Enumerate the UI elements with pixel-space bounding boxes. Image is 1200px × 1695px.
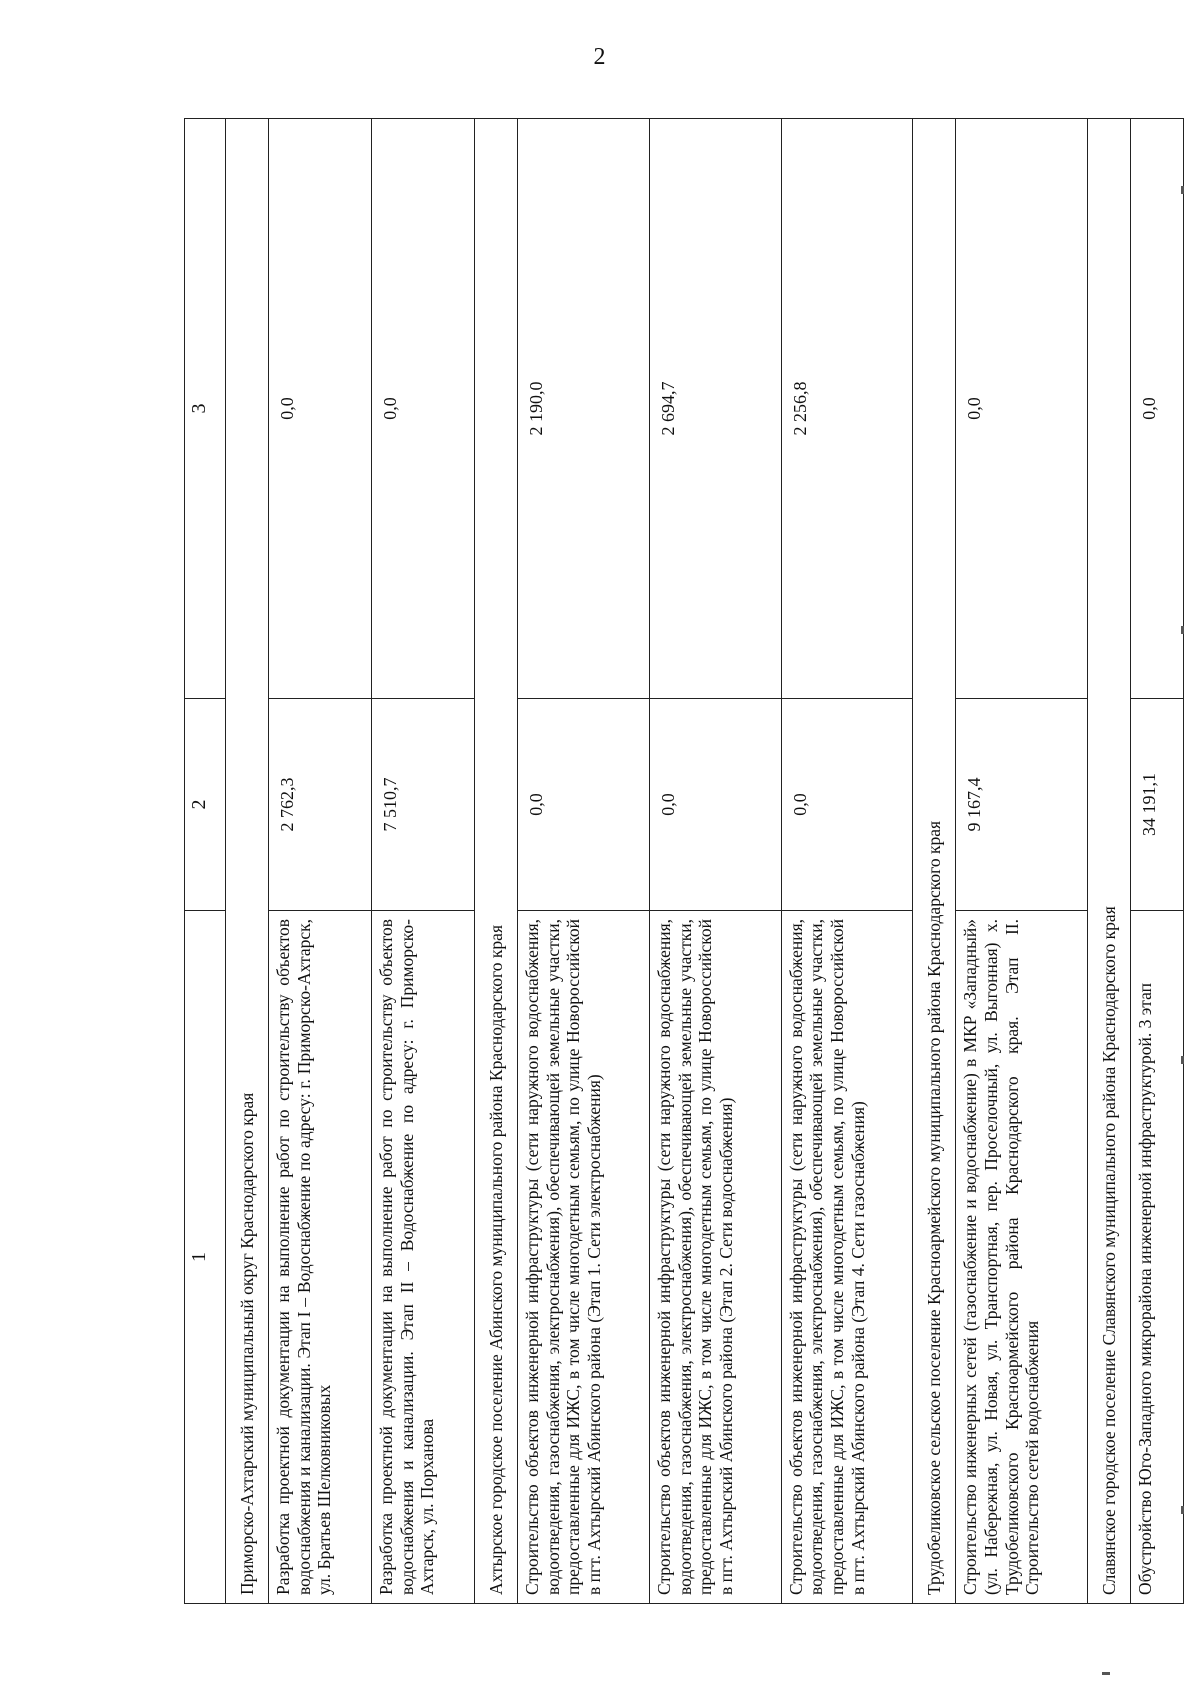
value-col3: 0,0 <box>269 119 372 699</box>
section-row <box>1088 119 1131 1604</box>
table-row <box>1131 119 1184 1604</box>
value-col2: 7 510,7 <box>372 699 475 911</box>
value-col3: 0,0 <box>372 119 475 699</box>
column-header-3: 3 <box>185 119 226 699</box>
section-row <box>475 119 518 1604</box>
value-col2: 0,0 <box>781 699 913 911</box>
scan-artifact <box>1181 626 1184 634</box>
table-row <box>518 119 650 1604</box>
table-header-row <box>185 119 226 1604</box>
section-title: Ахтырское городское поселение Абинского муниципального района Краснодарского края <box>475 119 518 1604</box>
funding-table <box>184 118 1184 1604</box>
value-col2: 9 167,4 <box>956 699 1088 911</box>
scan-artifact <box>1102 1672 1110 1675</box>
object-name: Разработка проектной документации на выполнение работ по строительству объектов водоснабжения и канализации. Этап I – Водоснабжение по адресу: г. Приморско-Ахтарск, ул. Братьев Шелковниковых <box>269 911 372 1604</box>
value-col2: 34 191,1 <box>1131 699 1184 911</box>
section-row <box>913 119 956 1604</box>
object-name: Строительство объектов инженерной инфраструктуры (сети наружного водоснабжения, водоотведения, газоснабжения, электроснабжения), обеспечивающей земельные участки, предоставленные для ИЖС, в том числе многодетным семьям, по улице Новороссийской в пгт. Ахтырский Абинского района (Этап 2. Сети водоснабжения) <box>649 911 781 1604</box>
table-row <box>781 119 913 1604</box>
section-title: Славянское городское поселение Славянского муниципального района Краснодарского края <box>1088 119 1131 1604</box>
scan-artifact <box>1181 186 1184 194</box>
value-col3: 2 190,0 <box>518 119 650 699</box>
table-row <box>269 119 372 1604</box>
rotated-table-container <box>184 118 1184 1604</box>
column-header-1: 1 <box>185 911 226 1604</box>
object-name: Разработка проектной документации на выполнение работ по строительству объектов водоснабжения и канализации. Этап II – Водоснабжение по адресу: г. Приморско-Ахтарск, ул. Порханова <box>372 911 475 1604</box>
object-name: Строительство объектов инженерной инфраструктуры (сети наружного водоснабжения, водоотведения, газоснабжения, электроснабжения), обеспечивающей земельные участки, предоставленные для ИЖС, в том числе многодетным семьям, по улице Новороссийской в пгт. Ахтырский Абинского района (Этап 1. Сети электроснабжения) <box>518 911 650 1604</box>
section-title: Приморско-Ахтарский муниципальный округ Краснодарского края <box>226 119 269 1604</box>
value-col2: 2 762,3 <box>269 699 372 911</box>
table-row <box>956 119 1088 1604</box>
table-row <box>649 119 781 1604</box>
value-col3: 0,0 <box>1131 119 1184 699</box>
object-name: Строительство объектов инженерной инфраструктуры (сети наружного водоснабжения, водоотведения, газоснабжения, электроснабжения), обеспечивающей земельные участки, предоставленные для ИЖС, в том числе многодетным семьям, по улице Новороссийской в пгт. Ахтырский Абинского района (Этап 4. Сети газоснабжения) <box>781 911 913 1604</box>
scan-artifact <box>1181 1506 1184 1514</box>
section-title: Трудобеликовское сельское поселение Красноармейского муниципального района Краснодарского края <box>913 119 956 1604</box>
value-col2: 0,0 <box>518 699 650 911</box>
page-number: 2 <box>593 44 607 70</box>
object-name: Строительство инженерных сетей (газоснабжение и водоснабжение) в МКР «Западный» (ул. Набережная, ул. Новая, ул. Транспортная, пер. Проселочный, ул. Выгонная) х. Трудобеликовского Красноармейского района Краснодарского края. Этап II. Строительство сетей водоснабжения <box>956 911 1088 1604</box>
value-col2: 0,0 <box>649 699 781 911</box>
table-row <box>372 119 475 1604</box>
column-header-2: 2 <box>185 699 226 911</box>
section-row <box>226 119 269 1604</box>
value-col3: 2 256,8 <box>781 119 913 699</box>
value-col3: 2 694,7 <box>649 119 781 699</box>
value-col3: 0,0 <box>956 119 1088 699</box>
object-name: Обустройство Юго-Западного микрорайона инженерной инфраструктурой. 3 этап <box>1131 911 1184 1604</box>
scan-artifact <box>1181 1056 1184 1064</box>
